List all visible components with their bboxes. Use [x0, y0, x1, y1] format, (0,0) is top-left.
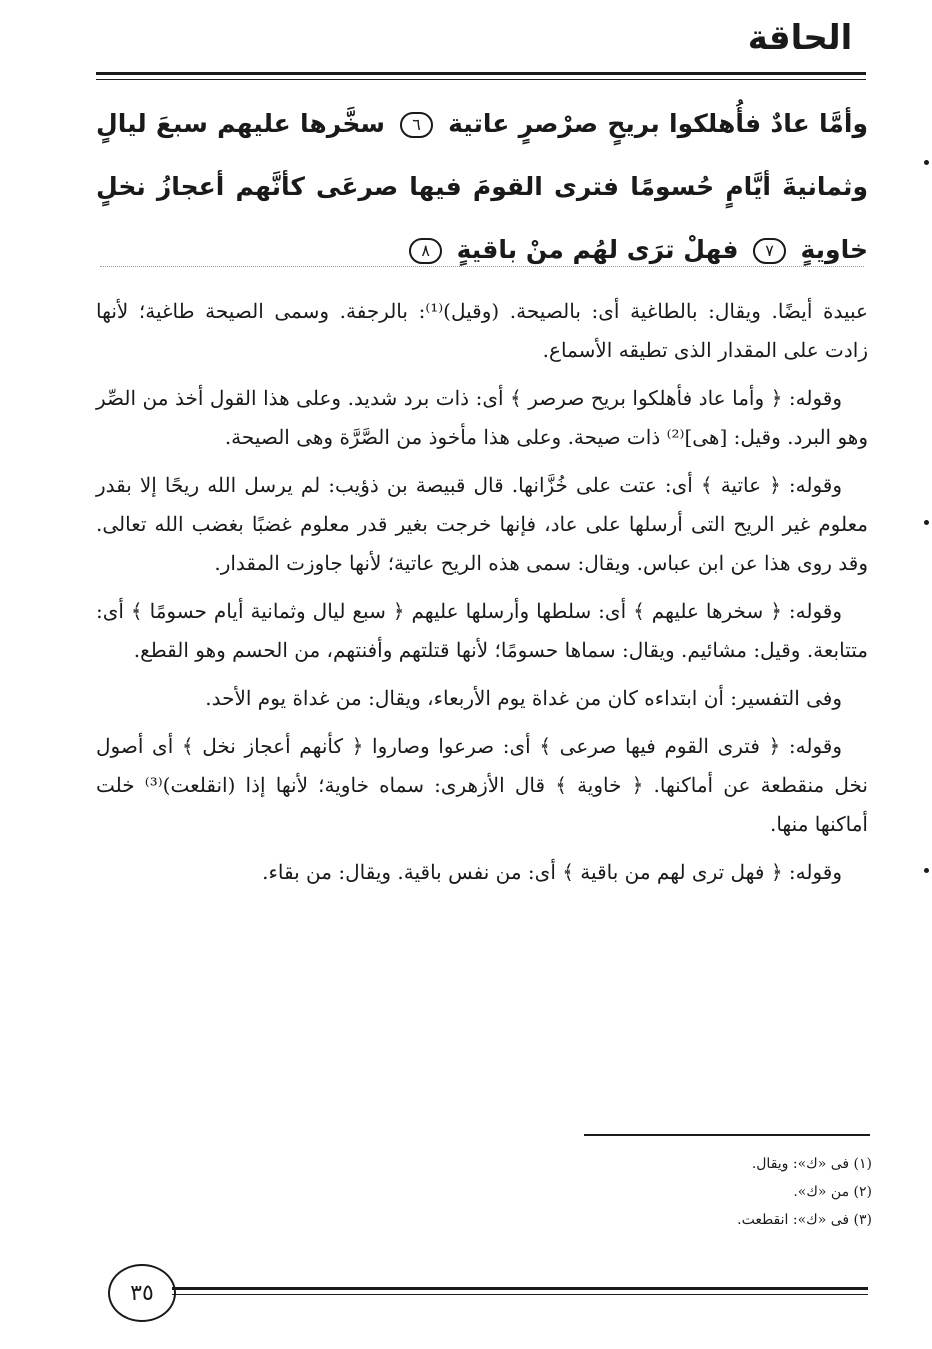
footnotes: [560, 1150, 872, 1234]
commentary-body: [96, 292, 868, 901]
commentary-paragraph: وقوله: ﴿ عاتية ﴾ أى: عتت على خُزَّانها. قال قبيصة بن ذؤيب: لم يرسل الله ريحًا إلا بقدر معلوم غير الريح التى أرسلها على عاد، فإنها خرجت بغير قدر معلوم غضبًا بغضب الله تعالى. وقد روى هذا عن ابن عباس. ويقال: سمى هذه الريح عاتية؛ لأنها جاوزت المقدار.: [96, 473, 868, 575]
quran-verses: [96, 92, 868, 281]
ayah-number-7: ٧: [753, 238, 786, 264]
page-number: ٣٥: [108, 1264, 176, 1322]
ayah-number-8: ٨: [409, 238, 442, 264]
footer-rule-thick: [172, 1287, 868, 1290]
commentary-paragraph: وقوله: ﴿ فهل ترى لهم من باقية ﴾ أى: من نفس باقية. ويقال: من بقاء.: [262, 860, 842, 884]
header-rule-thin: [96, 79, 866, 80]
header-rule-thick: [96, 72, 866, 75]
commentary-paragraph: وقوله: ﴿ فترى القوم فيها صرعى ﴾ أى: صرعوا وصاروا ﴿ كأنهم أعجاز نخل ﴾ أى أصول نخل منقطعة عن أماكنها. ﴿ خاوية ﴾ قال الأزهرى: سماه خاوية؛ لأنها إذا (انقلعت)⁽³⁾ خلت أماكنها منها.: [96, 734, 868, 836]
footnote-2: (٢) من «ك».: [793, 1184, 872, 1200]
margin-dot: [924, 520, 929, 525]
footer-rule-thin: [172, 1294, 868, 1295]
footnote-1: (١) فى «ك»: ويقال.: [751, 1156, 872, 1172]
commentary-paragraph: وفى التفسير: أن ابتداءه كان من غداة يوم الأربعاء، ويقال: من غداة يوم الأحد.: [205, 686, 842, 710]
commentary-paragraph: عبيدة أيضًا. ويقال: بالطاغية أى: بالصيحة. (وقيل)⁽¹⁾: بالرجفة. وسمى الصيحة طاغية؛ لأنها زادت على المقدار الذى تطيقه الأسماع.: [96, 299, 868, 362]
verse-6-text: وأمَّا عادٌ فأُهلكوا بريحٍ صرْصرٍ عاتية: [448, 109, 868, 138]
verse-7-text: سخَّرها عليهم سبعَ ليالٍ وثمانيةَ أيَّامٍ حُسومًا فترى القومَ فيها صرعَى كأنَّهم أعجازُ نخلٍ خاويةٍ: [96, 109, 868, 264]
margin-dot: [924, 160, 929, 165]
commentary-paragraph: وقوله: ﴿ سخرها عليهم ﴾ أى: سلطها وأرسلها عليهم ﴿ سبع ليال وثمانية أيام حسومًا ﴾ أى: متتابعة. وقيل: مشائيم. ويقال: سماها حسومًا؛ لأنها قتلتهم وأفنتهم، من الحسم وهو القطع.: [96, 599, 868, 662]
verse-8-text: فهلْ ترَى لهُم منْ باقيةٍ: [456, 235, 739, 264]
footnote-rule: [584, 1134, 870, 1136]
margin-dot: [924, 868, 929, 873]
verse-separator: [100, 266, 864, 267]
ayah-number-6: ٦: [400, 112, 433, 138]
surah-title: الحاقة: [747, 18, 853, 58]
commentary-paragraph: وقوله: ﴿ وأما عاد فأهلكوا بريح صرصر ﴾ أى: ذات برد شديد. وعلى هذا القول أخذ من الصِّر وهو البرد. وقيل: [هى]⁽²⁾ ذات صيحة. وعلى هذا مأخوذ من الصَّرَّة وهى الصيحة.: [96, 386, 868, 449]
footnote-3: (٣) فى «ك»: انقطعت.: [737, 1212, 872, 1228]
